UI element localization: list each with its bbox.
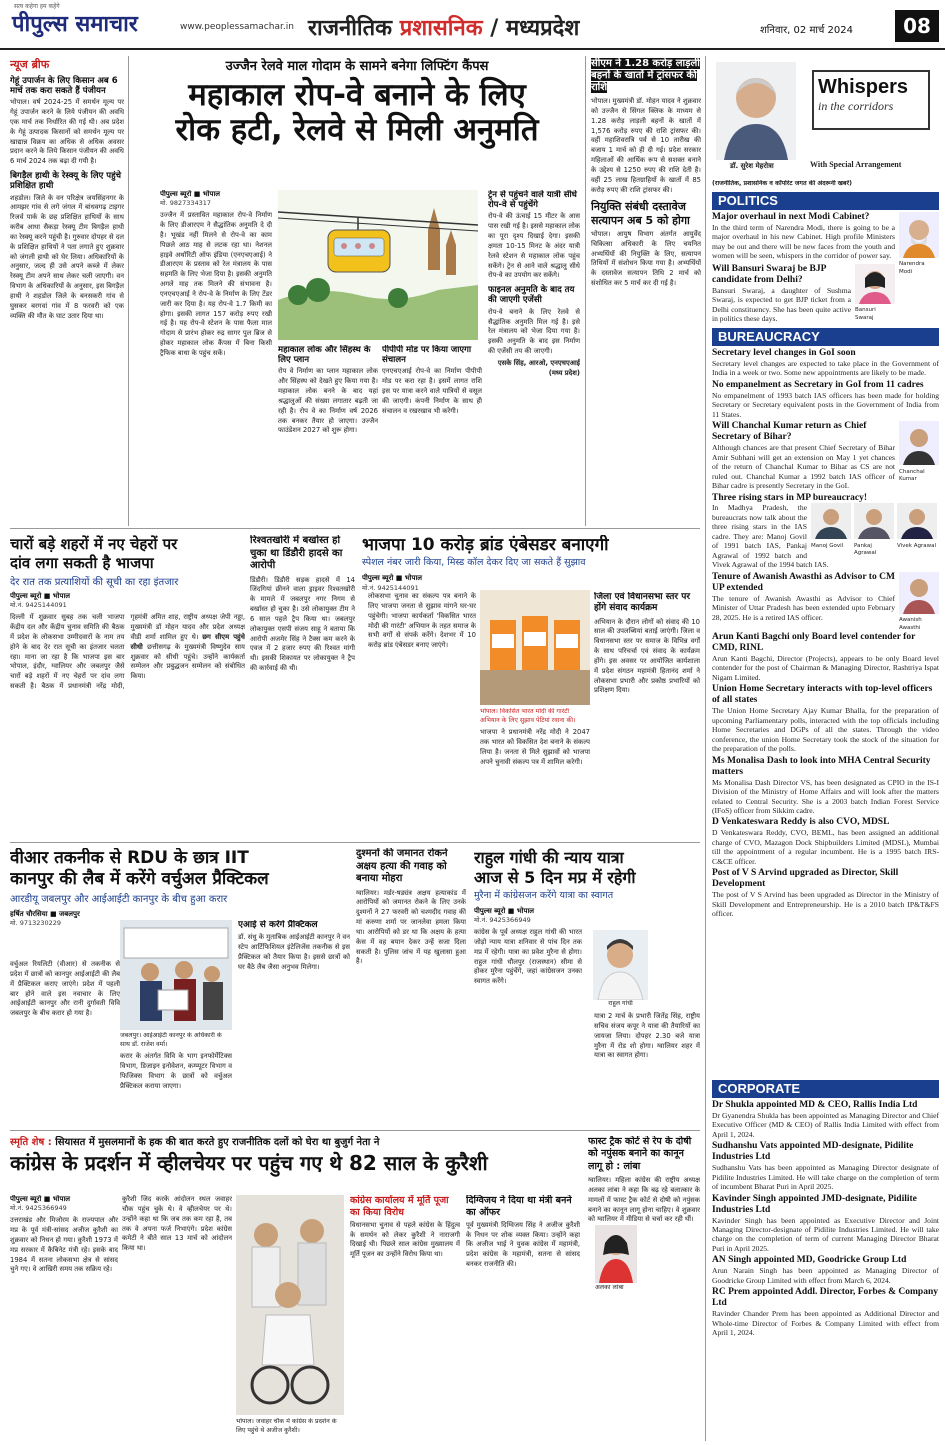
bureaucracy-item: Awanish Awasthi Tenure of Awanish Awasthi as Advisor to CM UP extended The tenure of Awanish Awasthi as Advisor to Chief Minister of Uttar Pradesh has been extended upto February 28, 2025. He is a retired IAS officer. (712, 572, 939, 622)
story-subhead: मुरैना में कांग्रेसजन करेंगे यात्रा का स्वागत (474, 890, 614, 901)
article-body: उत्तराखंड और मिजोरम के राज्यपाल और मप्र के पूर्व मंत्री-सांसद अजीज कुरैशी का शुक्रवार को निधन हो गया। कुरैशी 1973 में मप्र सरकार में कैबिनेट मंत्री रहे। इसके बाद 1984 में सतना लोकसभा क्षेत्र से सांसद चुने गए। वे आखिरी समय तक सक्रिय रहे। (10, 1216, 118, 1274)
bureaucracy-item: Post of V S Arvind upgraded as Director, Skill Development The post of V S Arvind has been upgraded as Director in the Ministry of Skill Development and Entrepreneurship. He is a 2010 batch IP&T&FS officer. (712, 868, 939, 919)
article-body: लोकसभा चुनाव का संकल्प पत्र बनाने के लिए भाजपा जनता से सुझाव मांगने घर-घर पहुंचेगी। भाजपा कार्यकर्ता 'विकसित भारत मोदी की गारंटी' अभियान के तहत समाज के सभी वर्गों से संपर्क करेंगे। देशभर में 10 करोड़ ब्रांड एंबेसडर बनाए जाएंगे। (368, 592, 476, 650)
iit-column (10, 960, 120, 1128)
photo-caption-box (236, 1418, 344, 1440)
story-subhead: स्पेशल नंबर जारी किया, मिस्ड कॉल देकर दिए जा सकते हैं सुझाव (362, 557, 586, 569)
column-rule (585, 56, 586, 526)
qureshi-column (122, 1195, 232, 1440)
alka-lamba-photo (595, 1225, 637, 1283)
byline-mobile: मो. 9827334317 (160, 199, 212, 208)
logo-tagline: सत्य कहेगा हम कहेंगे (14, 3, 60, 10)
modi-photo-box: Narendra Modi (899, 212, 939, 276)
byline-mobile: मो.नं. 9425366949 (10, 1204, 67, 1213)
article-body: अभियान के दौरान लोगों को संवाद की 10 साल की उपलब्धियां बताई जाएंगी। जिला व विधानसभा स्तर पर समाज के विभिन्न वर्गों के साथ परिचर्चा एवं संवाद के कार्यक्रम होंगे। इस अवसर पर आयोजित कार्यशाला में प्रदेश संगठन महामंत्री हितानंद शर्मा ने लोकसभा प्रभारी और प्रकोष्ठ प्रभारियों को प्रशिक्षण दिया। (594, 617, 700, 695)
lead-column (278, 345, 378, 525)
pankaj-photo (854, 503, 894, 539)
story-kicker: स्मृति शेष : सियासत में मुसलमानों के हक की बात करते हुए राजनीतिक दलों को घेरा था बुजुर्ग नेता ने (10, 1137, 380, 1148)
article-body: दिल्ली में शुक्रवार सुबह तक चली भाजपा केंद्रीय दल और केंद्रीय चुनाव समिति की बैठक में प्रदेश के लोकसभा उम्मीदवारों के नाम तय होने के बाद देर रात सूची का इंतजार चलता रहा। माना जा रहा है कि भाजपा इस बार भोपाल, इंदौर, ग्वालियर और जबलपुर जैसे चारों बड़े शहरों में नए चेहरों पर दांव लगा सकती है। बैठक में प्रधानमंत्री नरेंद्र मोदी, गृहमंत्री अमित शाह, राष्ट्रीय अध्यक्ष जेपी नड्डा, मुख्यमंत्री डॉ मोहन यादव और प्रदेश अध्यक्ष वीडी शर्मा शामिल हुए थे। छग सीएम पहुंचे सीधी छत्तीसगढ़ के मुख्यमंत्री विष्णुदेव साय शुक्रवार को सीधी पहुंचे। उन्होंने कार्यकर्ता सम्मेलन और प्रबुद्धजन सम्मेलन को संबोधित किया। (10, 613, 245, 691)
story-headline: फास्ट ट्रैक कोर्ट से रेप के दोषी को नपुंसक बनाने का कानून लागू हो : लांबा (588, 1136, 692, 1172)
trio-photos: Manoj Govil Pankaj Agrawal Vivek Agrawal (811, 503, 939, 557)
chanchal-photo (899, 421, 939, 465)
subhead: पीपीपी मोड पर किया जाएगा संचालन (382, 345, 472, 366)
article-body: कुरैशी जिद करके आंदोलन स्थल जवाहर चौक पहुंच चुके थे। वे व्हीलचेयर पर थे। उन्होंने कहा था कि जब तक कम रहा है, तब तक वे अपना फर्ज निभाएंगे। प्रदेश कांग्रेस कमेटी ने बीते साल 13 मार्च को आंदोलन किया था। (122, 1195, 232, 1253)
page-section-title: राजनीतिक प्रशासनिक / मध्यप्रदेश (308, 16, 580, 41)
story-headline: कांग्रेस के प्रदर्शन में व्हीलचेयर पर पहुंच गए थे 82 साल के कुरैशी (10, 1150, 488, 1175)
story-headline: चारों बड़े शहरों में नए चेहरों पर (10, 535, 178, 553)
issue-date: शनिवार, 02 मार्च 2024 (760, 25, 853, 36)
lead-kicker: उज्जैन रेलवे माल गोदाम के सामने बनेगा लिफ्टिंग कैंपस (225, 59, 489, 74)
whispers-logo: Whispers in the corridors (812, 70, 930, 130)
modi-photo (899, 212, 939, 258)
lead-column (160, 190, 272, 520)
article-body: यात्रा 2 मार्च के प्रभारी जितेंद्र सिंह, राष्ट्रीय सचिव संजय कपूर ने यात्रा की तैयारियों का जायजा लिया। दोपहर 2.30 बजे यात्रा मुरैना में रोड शो होगा। ग्वालियर शहर में यात्रा का स्वागत होगा। (594, 1012, 700, 1060)
byline: पीपुल्स ब्यूरो ■ भोपाल (362, 574, 423, 583)
item-headline: Major overhaul in next Modi Cabinet? (712, 212, 870, 222)
article-body: कांग्रेस के पूर्व अध्यक्ष राहुल गांधी की भारत जोड़ो न्याय यात्रा शनिवार से पांच दिन तक मप्र में रहेगी। यात्रा का प्रवेश मुरैना से होगा। राहुल गांधी धौलपुर (राजस्थान) सीमा से होकर मुरैना पहुंचेंगे, जहां कांग्रेसजन उनका स्वागत करेंगे। (474, 928, 582, 986)
vivek-photo (897, 503, 937, 539)
byline-mobile: मो. 9713230229 (10, 919, 62, 928)
subhead: जिला एवं विधानसभा स्तर पर होंगे संवाद कार्यक्रम (594, 592, 690, 614)
corporate-item: AN Singh appointed MD, Goodricke Group Ltd Arun Narain Singh has been appointed as Managing Director of Goodricke Group Limited with effect from March 6, 2024. (712, 1255, 939, 1285)
rahul-column (594, 1012, 700, 1128)
bureaucracy-item: Secretary level changes in GoI soon Secretary level changes are expected to take place in the Government of India in a week or two. Some new appointments are likely to be made. (712, 348, 939, 378)
story-headline: राहुल गांधी की न्याय यात्रा (474, 848, 624, 867)
corporate-items (712, 1100, 939, 1440)
website-url[interactable]: www.peoplessamachar.in (180, 22, 294, 32)
subhead: फाइनल अनुमति के बाद तय की जाएगी एजेंसी (488, 285, 575, 306)
article-body: रोप-वे की ऊंचाई 15 मीटर के आस पास रखी गई है। इससे महाकाल लोक का पूरा दृश्य दिखाई देगा। इसकी क्षमता 10-15 मिनट के अंदर यात्री रेलवे स्टेशन से महाकाल लोक पहुंच सकेंगे। ट्रेन से आने वाले श्रद्धालु सीधे रोप-वे का उपयोग कर सकेंगे। (488, 212, 580, 280)
photo-caption-box (593, 1000, 648, 1010)
newspaper-logo[interactable]: पीपुल्स समाचार (12, 12, 138, 37)
qureshi-column (10, 1195, 118, 1440)
story-headline: दांव लगा सकती है भाजपा (10, 553, 154, 572)
whispers-desc: (राजनीतिक, प्रशासनिक व कॉर्पोरेट जगत की अंदरूनी खबरें) (712, 180, 852, 187)
qureshi-header (10, 1136, 580, 1192)
photo-caption: जबलपुर। आईआईटी कानपुर के अधिकारी के साथ डॉ. राजेश वर्मा। (120, 1032, 222, 1048)
brief-label: न्यूज ब्रीफ (10, 58, 50, 71)
article-body: ग्वालियर। मर्डर-षड्यंत्र अक्षय हत्याकांड में आरोपियों को जमानत रोकने के लिए उनके दुश्मनों ने 27 फरवरी को चश्मदीद गवाह की मां करुणा शर्मा पर जानलेवा हमला किया था। आरोपियों को डर था कि अक्षय के हत्या केस में वह बयान देकर उन्हें सजा दिला सकती है। पुलिस जांच में यह खुलासा हुआ है। (356, 888, 466, 966)
masthead (0, 0, 945, 50)
ropeway-illustration (278, 190, 478, 340)
corporate-item: Sudhanshu Vats appointed MD-designate, Pidilite Industries Ltd Sudhanshu Vats has been appointed as Managing Director designate of Pidilite Industries Limited. He will take charge on the completion of term of incumbent Bharat Puri in April 2025. (712, 1141, 939, 1192)
column-rule (705, 56, 706, 1441)
columnist-photo (716, 62, 796, 160)
photo-caption: भोपाल। जवाहर चौक में कांग्रेस के प्रदर्शन के लिए पहुंचे थे अजीज कुरैशी। (236, 1418, 337, 1434)
article-body: उज्जैन में प्रस्तावित महाकाल रोप-वे निर्माण के लिए डीआरएम ने सैद्धांतिक अनुमति दे दी है। भूखंड नहीं मिलने से रोप-वे का काम पिछले आठ माह से लटक रहा था। नेशनल हाइवे अथॉरिटी ऑफ इंडिया (एनएचएआई) ने डीआरएम के प्रस्ताव को रेल मंत्रालय के पास सहमति के लिए भेजा दिया है। इसकी अनुमति अगले माह तक मिलने की संभावना है। एनएचएआई ने रोप-वे के निर्माण के लिए टेंडर जारी कर दिया है। यह रोप-वे 1.7 किमी का होगा। इसकी लागत 157 करोड़ रुपए रखी गई है। यह रोप-वे स्टेशन के पास फैला माल गोदाम से प्रारंभ होकर रुद्र सागर पुल ब्रिज से होकर महाकाल लोक कैंपस में बिना किसी ट्रैफिक बाधा के पहुंच सकें। (160, 211, 272, 358)
article-body: भाजपा ने प्रधानमंत्री नरेंद्र मोदी ने 2047 तक भारत को विकसित देश बनाने के संकल्प लिया है। जनता से मिले सुझावों को भाजपा अपने चुनावी संकल्प पत्र में शामिल करेगी। (480, 728, 590, 766)
swaraj-photo-box: Bansuri Swaraj (855, 264, 895, 322)
story-subhead: देर रात तक प्रत्याशियों की सूची का रहा इंतजार (10, 576, 179, 588)
bureaucracy-items (712, 348, 939, 1078)
wheelchair-photo (236, 1195, 344, 1415)
photo-caption: भोपाल। विकसित भारत मोदी की गारंटी अभियान के लिए सुझाव पेटियां रवाना की। (480, 708, 576, 724)
photo-caption: राहुल गांधी (608, 1000, 633, 1007)
bjp-story (10, 535, 245, 840)
agreement-photo (120, 920, 232, 1030)
lead-headline: रोक हटी, रेलवे से मिली अनुमति (175, 112, 539, 149)
byline: पीपुल्स ब्यूरो ■ भोपाल (10, 592, 71, 600)
article-body: रोप-वे बनाने के लिए रेलवे से सैद्धांतिक अनुमति मिल गई है। इसे रेल मंत्रालय को भेजा दिया गया है। इसकी अनुमति के बाद इस निर्माण की एजेंसी तय की जाएगी। (488, 307, 580, 356)
iit-column (120, 1032, 232, 1128)
arrangement-note: With Special Arrangement (810, 160, 902, 169)
lead-column (382, 345, 482, 525)
story-headline: नियुक्ति संबंधी दस्तावेज सत्यापन अब 5 को होगा (591, 200, 690, 227)
suggestion-boxes-photo (480, 590, 590, 705)
article-body: पूर्व मुख्यमंत्री दिग्विजय सिंह ने अजीज कुरैशी के निधन पर शोक व्यक्त किया। उन्होंने कहा कि अजीज भाई ने युवक कांग्रेस में महामंत्री, प्रदेश कांग्रेस के महामंत्री, सतना से सांसद बनकर राजनीति की। (466, 1220, 580, 1269)
subhead: कांग्रेस कार्यालय में मूर्ति पूजा का किया विरोध (350, 1195, 449, 1218)
byline-mobile: मो.नं. 9425366949 (474, 916, 531, 925)
article-body: विधानसभा चुनाव से पहले कांग्रेस के हिंदुत्व के समर्थन को लेकर कुरैशी ने नाराजगी दिखाई थी। पिछले साल कांग्रेस मुख्यालय में मूर्ति पूजन का उन्होंने विरोध किया था। (350, 1220, 460, 1259)
article-body: डिंडौरी। डिंडौरी सड़क हादसे में 14 जिंदगियां छीनने वाला ड्राइवर रिश्वतखोरी के मामले में जबलपुर नगर निगम से बर्खास्त हो चुका है। उसे लोकायुक्त टीम ने 6 साल पहले ट्रैप किया था। जबलपुर लोकायुक्त एसपी संजय साहू ने बताया कि आरोपी अजमेर सिंह ने टैक्स कम करने के एवज में 2 हजार रुपए की रिश्वत मांगी थी। इसकी शिकायत पर लोकायुक्त ने ट्रैप की कार्रवाई की थी। (250, 575, 355, 673)
story-headline: भाजपा 10 करोड़ ब्रांड एंबेसडर बनाएगी (362, 535, 609, 555)
article-body: रोप वे निर्माण का प्लान महाकाल लोक और सिंहस्थ को देखते हुए किया गया है। महाकाल लोक बनने के बाद यहां श्रद्धालुओं की संख्या लगातार बढ़ती जा रही है। रोप वे का निर्माण वर्ष 2026 तक बनकर तैयार हो जाएगा। उज्जैन फाउंडेशन 2027 को शुरू होगा। (278, 367, 378, 435)
ambassador-column (594, 592, 700, 837)
row-rule (10, 842, 700, 843)
brief-body: शहडोल। जिले के वन परिक्षेत्र जयसिंहनगर के आमझर गांव से लगे जंगल में बांधवगढ़ टाइगर रिजर्व पार्क के छह प्रशिक्षित हाथियों के साथ करीब आधा सैकड़ा रेस्क्यू टीम बिगड़ैल हाथी का रेस्क्यू करने पहुंची है। गुरुवार दोपहर से दल के प्रशिक्षित हाथियों ने पता लगाते हुए शुक्रवार को जंगली हाथी को घेर लिया। अधिकारियों के अनुसार, जल्द ही उसे अपने कब्जे में लेकर रेस्क्यू टीम अपने साथ लेकर चली जाएगी। वन विभाग के अधिकारियों के अनुसार, इस बिगड़ैल हाथी ने शहडोल जिले के बनसकरी गांव से घुसकर बरगवां गांव में 8 फरवरी को एक व्यक्ति की मौत के घाट उतार दिया था। (10, 193, 124, 320)
bureaucracy-item: D Venkateswara Reddy is also CVO, MDSL D Venkateswara Reddy, CVO, BEML, has been assigned an additional charge of CVO, Mazagon Dock Shipbuilders Limited (MDSL), Mumbai till the appointment of a regular incumbent. He is a 1995 batch IRS-C&CE officer. (712, 817, 939, 866)
page-number: 08 (895, 10, 939, 42)
bribe-story (250, 535, 355, 840)
corporate-item: RC Prem appointed Addl. Director, Forbes & Company Ltd Ravinder Chander Prem has been appointed as Additional Director and Whole-time Director of Forbes & Company Limited with effect from April 1, 2024. (712, 1287, 939, 1338)
ambassador-column (368, 592, 476, 837)
digvijay-column (466, 1195, 580, 1440)
byline: पीपुल्स ब्यूरो ■ भोपाल (160, 190, 221, 198)
bureaucracy-item: No empanelment as Secretary in GoI from 11 cadres No empanelment of 1993 batch IAS officers has been made for holding Secretary or Secretary equivalent posts in the Government of India from 11 States. (712, 379, 939, 419)
subhead: ट्रेन से पहुंचने वाले यात्री सीधे रोप-वे से पहुंचेंगे (488, 190, 577, 211)
awanish-photo-box: Awanish Awasthi (899, 572, 939, 632)
whispers-header (712, 60, 939, 180)
item-headline: Will Bansuri Swaraj be BJP candidate from Delhi? (712, 263, 826, 285)
item-body: In the third term of Narendra Modi, there is going to be a major overhaul in his new Cabinet. High profile Ministers may be out and there will be new faces from the youth and women will be seen, whispers in the corridor of power say. (712, 222, 895, 261)
lead-column (488, 190, 580, 530)
politics-banner: POLITICS (712, 192, 939, 210)
subhead: एआई से करेंगे प्रैक्टिकल (238, 920, 318, 930)
byline: हर्षित चौरसिया ■ जबलपुर (10, 910, 80, 918)
article-body: ग्वालियर। महिला कांग्रेस की राष्ट्रीय अध्यक्ष अलका लांबा ने कहा कि बढ़ रहे बलात्कार के मामलों में फास्ट ट्रैक कोर्ट से दोषी को नपुंसक बनाने का कानून लागू होना चाहिए। वे शुक्रवार को ग्वालियर में मीडिया से चर्चा कर रही थीं। (588, 1176, 700, 1224)
lead-headline: महाकाल रोप-वे बनाने के लिए (188, 76, 526, 113)
ladli-behna-story (591, 58, 701, 526)
bureaucracy-item: Union Home Secretary interacts with top-level officers of all states The Union Home Secretary Ajay Kumar Bhalla, for the preparation of upcoming Parliamentary polls, interacted with the top officials including Home Secretaries and DGPs of all the states. Through the video conference, the union Home Secretary took the stock of the situation for the preparation of the polls. (712, 684, 939, 754)
chanchal-photo-box: Chanchal Kumar (899, 421, 939, 483)
politics-items (712, 212, 939, 324)
murder-story (356, 848, 466, 1128)
article-body: डॉ. संधु के मुताबिक आईआईटी कानपुर ने वन स्टेप आर्टिफिशियल इंटेलिजेंस तकनीक से इस प्रैक्टिकल को तैयार किया है। इससे छात्रों को घर बैठे लैब जैसा अनुभव मिलेगा। (238, 933, 350, 971)
story-headline: सीएम ने 1.28 करोड़ लाड़ली बहनों के खातों में ट्रांसफर की राशि (591, 58, 700, 93)
story-headline: आज से 5 दिन मप्र में रहेगी (474, 868, 636, 887)
govil-photo (811, 503, 851, 539)
row-rule (10, 528, 700, 529)
story-headline: वीआर तकनीक से RDU के छात्र IIT (10, 848, 249, 868)
bansuri-photo (855, 264, 895, 304)
digvijay-column (350, 1195, 460, 1440)
article-body: भोपाल। आयुष विभाग अंतर्गत आयुर्वेद चिकित्सा अधिकारी के लिए चयनित अभ्यर्थियों की नियुक्ति के लिए, सत्यापन तिथियों में संशोधन किया गया है। अभ्यर्थियों के दस्तावेज सत्यापन तिथि 2 मार्च को संशोधित कर 5 मार्च कर दी गई है। (591, 229, 701, 288)
story-subhead: आरडीयू जबलपुर और आईआईटी कानपुर के बीच हुआ करार (10, 893, 228, 905)
byline-mobile: मो.नं. 9425144091 (362, 583, 419, 592)
column-rule (128, 56, 129, 526)
photo-caption-box (595, 1284, 655, 1294)
story-headline: रिश्वतखोरी में बर्खास्त हो चुका था डिंडौरी हादसे का आरोपी (250, 535, 343, 571)
byline-mobile: मो.नं. 9425144091 (10, 601, 67, 610)
story-headline: दुश्मनों की जमानत रोकने अक्षय हत्या की गवाह को बनाया मोहरा (356, 848, 448, 884)
columnist-name: डॉ. सुरेश मेहरोत्रा (730, 162, 774, 170)
photo-caption: अलका लांबा (595, 1284, 624, 1291)
article-body: वर्चुअल रियलिटी (वीआर) से तकनीक से प्रदेश में छात्रों को कानपुर आईआईटी की लैब में प्रैक्टिकल कराए जाएंगे। प्रदेश में पहली बार होने वाले इस नवाचार के लिए आईआईटी कानपुर और रानी दुर्गावती विवि जबलपुर के बीच करार हो गया है। (10, 960, 120, 1018)
story-headline: कानपुर की लैब में करेंगे वर्चुअल प्रैक्टिकल (10, 869, 269, 890)
bureaucracy-item: Arun Kanti Bagchi only Board level contender for CMD, RINL Arun Kanti Bagchi, Director (Projects), appears to be only Board level contender for the post of Chairman & Managing Director, Rashtriya Ispat Nigam Limited. (712, 632, 939, 682)
rahul-photo (593, 930, 648, 1000)
bureaucracy-banner: BUREAUCRACY (712, 328, 939, 346)
corporate-item: Dr Shukla appointed MD & CEO, Rallis India Ltd Dr Gyanendra Shukla has been appointed as Managing Director and Chief Executive Officer (MD & CEO) of Rallis India Limited with effect from April 1, 2024. (712, 1100, 939, 1139)
item-body: Bansuri Swaraj, a daughter of Sushma Swaraj, is expected to get BJP ticket from a Delhi constituency. She has been quite active in politics these days. (712, 285, 851, 324)
bureaucracy-item: Ms Monalisa Dash to look into MHA Central Security matters Ms Monalisa Dash Director VS, has been designated as CPIO in the IS-I Division of the Ministry of Home Affairs and will look after the matters related to Central Security. She is a 2003 batch Indian Forest Service (IFoS) officer from Sikkim cadre. (712, 755, 939, 815)
row-rule (10, 1130, 700, 1131)
awanish-photo (899, 572, 939, 614)
news-brief (10, 58, 124, 526)
corporate-item: Kavinder Singh appointed JMD-designate, Pidilite Industries Ltd Kavinder Singh has been appointed as Executive Director and Joint Managing Director-designate of Pidilite Industries Limited. He will take charge on the completion of term of current Managing Director Bharat Puri in April 2025. (712, 1193, 939, 1253)
bureaucracy-item: Three rising stars in MP bureaucracy! Manoj Govil Pankaj Agrawal Vivek Agrawal In Madhya Pradesh, the bureaucrats now talk about the three rising stars in the IAS cadre. They are: Manoj Govil of 1991 batch IAS, Pankaj Agrawal of 1992 batch and Vivek Agrawal of the 1994 batch IAS. (712, 493, 939, 570)
brief-headline: गेहूं उपार्जन के लिए किसान अब 6 मार्च तक करा सकते हैं पंजीयन (10, 75, 118, 97)
article-body: एनएचएआई रोप-वे का निर्माण पीपीपी मोड पर करा रहा है। इसमें लागत राशि इस पर यात्रा करने वाले यात्रियों से वसूल की जाएगी। कंपनी निर्माण के साथ ही संचालन व रखरखाव भी करेगी। (382, 367, 482, 415)
iit-column (238, 920, 350, 1128)
bureaucracy-item: Chanchal Kumar Will Chanchal Kumar return as Chief Secretary of Bihar? Although chances are that present Chief Secretary of Bihar Amir Subhani will get an extension on May 1 yet chances of the return of Chanchal Kumar to Bihar as CS are not ruled out. Chanchal Kumar a 1992 batch IAS officer of Bihar cadre is presently Secretary in the GoI. (712, 421, 939, 490)
subhead: महाकाल लोक और सिंहस्थ के लिए प्लान (278, 345, 371, 366)
subhead: दिग्विजय ने दिया था मंत्री बनने का ऑफर (466, 1195, 572, 1218)
corporate-banner: CORPORATE (712, 1080, 939, 1098)
brief-headline: बिगड़ैल हाथी के रेस्क्यू के लिए पहुंचे प्रशिक्षित हाथी (10, 171, 121, 192)
brief-body: भोपाल। वर्ष 2024-25 में समर्थन मूल्य पर गेहूं उपार्जन करने के लिये पंजीयन की अवधि एक मार्च तक निर्धारित की गई थी। अब प्रदेश के गेहूं उत्पादक किसानों को समर्थन मूल्य पर खाद्यान्न विक्रय का अधिक से अधिक अवसर प्रदान करने के लिये किसान पंजीयन की अवधि 6 मार्च 2024 तक बढ़ा दी गयी है। (10, 98, 124, 166)
ambassador-column (480, 708, 590, 838)
article-body: भोपाल। मुख्यमंत्री डॉ. मोहन यादव ने शुक्रवार को उज्जैन से सिंगल क्लिक के माध्यम से 1.28 करोड़ लाड़ली बहनों के खातों में 1,576 करोड़ रुपए की राशि ट्रांसफर की। वहीं महाशिवरात्रि पर्व से 10 तारीख की बजाय 1 मार्च को ही दी गई। प्रदेश सरकार महिलाओं की आर्थिक रूप से सशक्त बनाने के उद्देश्य से 1250 रुपए की राशि देती है। वहीं 25 लाख हितग्राहियों के खातों में 85 करोड़ रुपए की राशि ट्रांसफर की। (591, 97, 701, 194)
byline: पीपुल्स ब्यूरो ■ भोपाल (10, 1195, 71, 1203)
byline: पीपुल्स ब्यूरो ■ भोपाल (474, 906, 535, 915)
quote-attribution: एसके सिंह, आरओ, एनएचएआई (मध्य प्रदेश) (497, 358, 580, 377)
article-body: करार के अंतर्गत विवि के भाग इनफोर्मेटिक्स विभाग, डिजाइन इनोवेशन, कम्प्यूटर विभाग व फिजिक्स विभाग के छात्रों को वर्चुअल प्रैक्टिकल कराया जाएगा। (120, 1052, 232, 1090)
